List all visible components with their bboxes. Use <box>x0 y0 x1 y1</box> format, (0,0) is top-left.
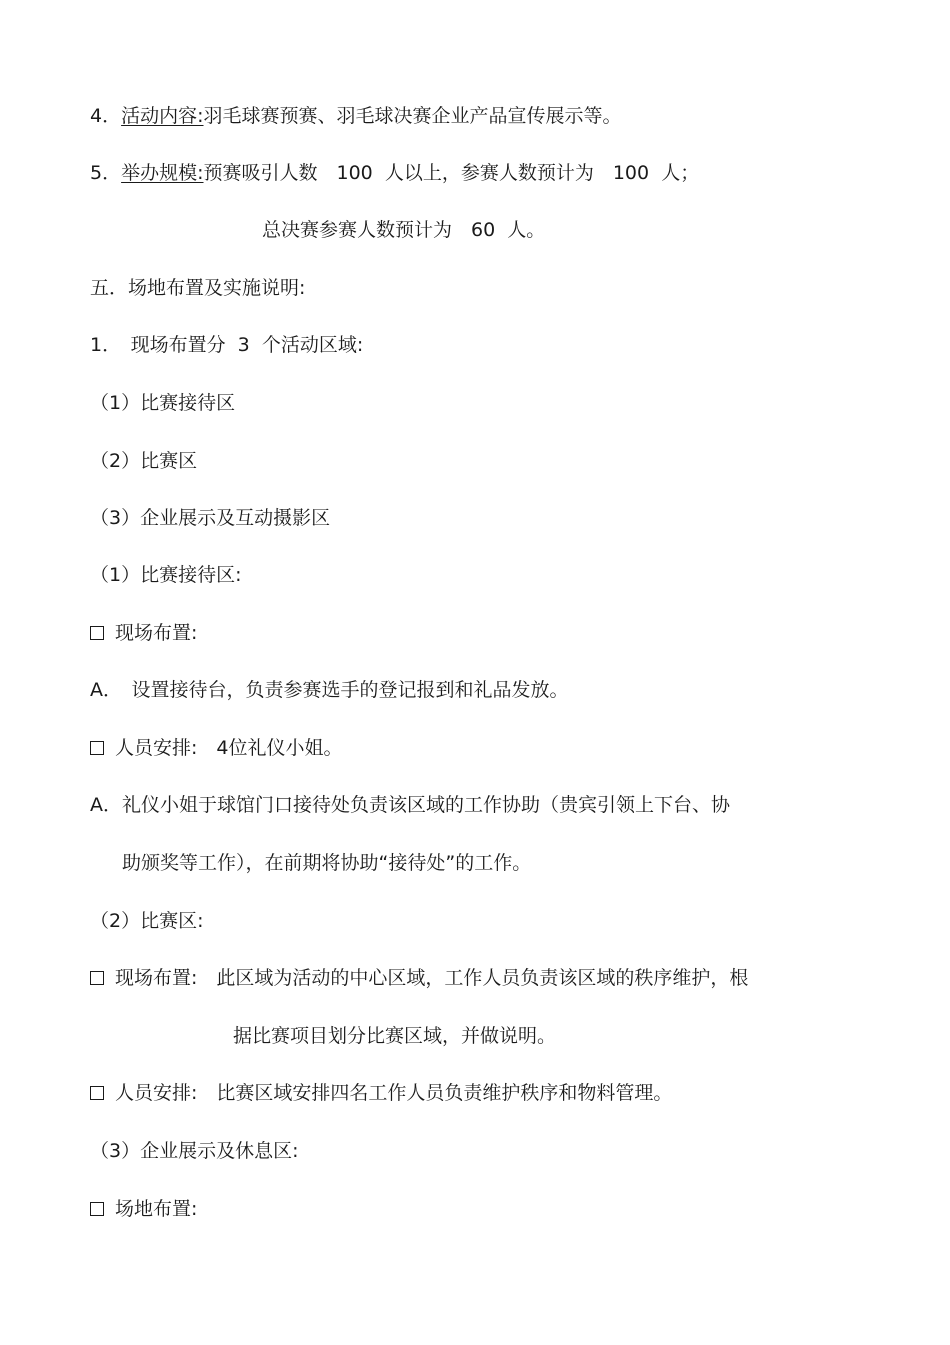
checkbox-bullet-icon <box>90 1202 104 1216</box>
bullet-staffing-1 <box>90 736 343 760</box>
item-prefix: 5． <box>90 162 122 184</box>
subsection-2-competition: （2）比赛区: <box>90 910 204 932</box>
checkbox-bullet-icon <box>90 1086 104 1100</box>
bullet-site-layout-1 <box>90 621 197 645</box>
item-4-activity-content <box>90 104 622 128</box>
item-text: 预赛吸引人数 100 人以上，参赛人数预计为 100 人； <box>203 162 700 184</box>
item-prefix: 4． <box>90 105 122 127</box>
bullet-text: 现场布置: 此区域为活动的中心区域，工作人员负责该区域的秩序维护，根 <box>115 967 749 989</box>
checkbox-bullet-icon <box>90 741 104 755</box>
subsection-1-reception: （1）比赛接待区: <box>90 564 242 586</box>
etiquette-staff-line-1: A．礼仪小姐于球馆门口接待处负责该区域的工作协助（贵宾引领上下台、协 <box>90 794 730 816</box>
area-3-exhibition-photo: （3）企业展示及互动摄影区 <box>90 507 331 529</box>
item-5-event-scale <box>90 161 699 185</box>
final-participants-line: 总决赛参赛人数预计为 60 人。 <box>262 219 546 241</box>
competition-area-continuation: 据比赛项目划分比赛区域，并做说明。 <box>233 1025 557 1047</box>
area-1-reception: （1）比赛接待区 <box>90 392 236 414</box>
bullet-text: 场地布置: <box>115 1198 198 1220</box>
bullet-site-layout-2 <box>90 966 748 990</box>
section-5-heading: 五．场地布置及实施说明: <box>90 277 306 299</box>
item-label: 活动内容: <box>121 105 204 127</box>
layout-areas-line: 1． 现场布置分 3 个活动区域: <box>90 334 364 356</box>
subsection-3-exhibition-rest: （3）企业展示及休息区: <box>90 1140 299 1162</box>
item-text: 羽毛球赛预赛、羽毛球决赛企业产品宣传展示等。 <box>203 105 622 127</box>
etiquette-staff-line-2: 助颁奖等工作），在前期将协助“接待处”的工作。 <box>122 852 532 874</box>
bullet-staffing-2 <box>90 1081 672 1105</box>
bullet-text: 现场布置: <box>115 622 198 644</box>
bullet-text: 人员安排: 比赛区域安排四名工作人员负责维护秩序和物料管理。 <box>115 1082 673 1104</box>
checkbox-bullet-icon <box>90 626 104 640</box>
bullet-text: 人员安排: 4位礼仪小姐。 <box>115 737 343 759</box>
reception-desk-line: A． 设置接待台，负责参赛选手的登记报到和礼品发放。 <box>90 679 569 701</box>
item-label: 举办规模: <box>121 162 204 184</box>
bullet-site-layout-3 <box>90 1197 197 1221</box>
checkbox-bullet-icon <box>90 971 104 985</box>
area-2-competition: （2）比赛区 <box>90 450 198 472</box>
